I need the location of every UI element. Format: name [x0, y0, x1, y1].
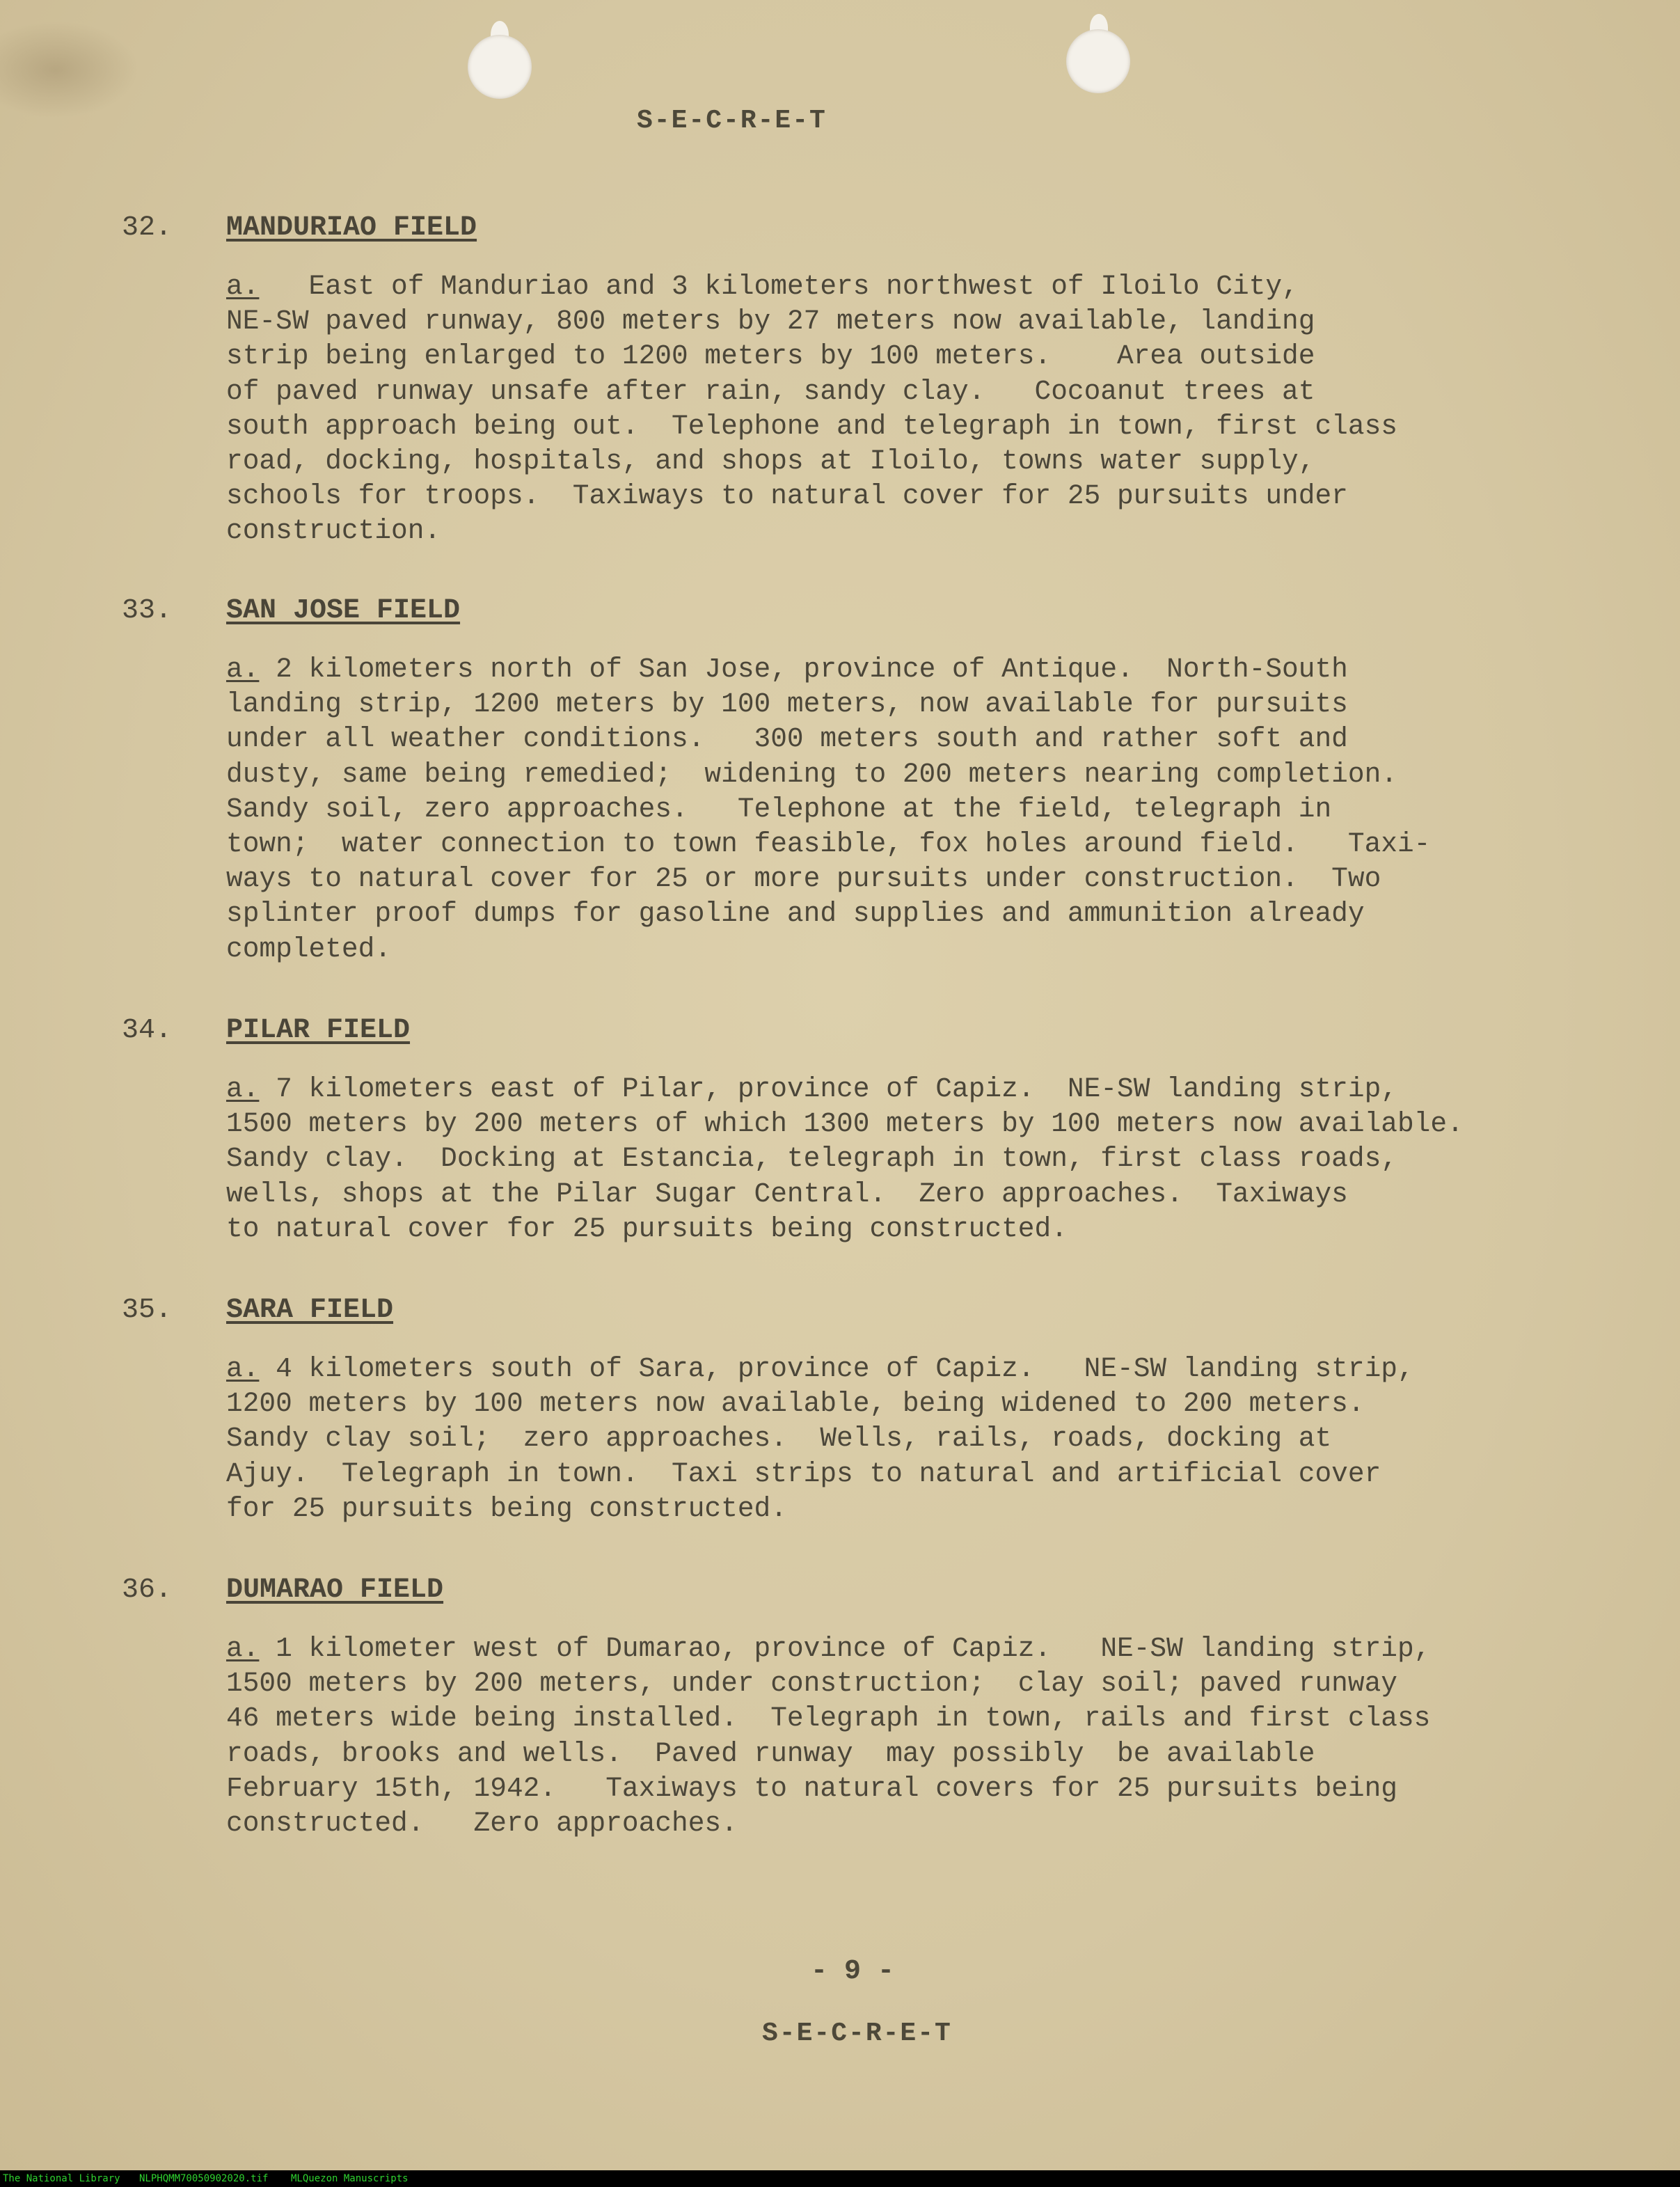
footer-file-name: NLPHQMM70050902020.tif [139, 2173, 269, 2184]
section-body [226, 269, 1590, 549]
body-line: a. East of Manduriao and 3 kilometers northwest of Iloilo City, [226, 271, 1299, 302]
section-number: 34. [122, 1015, 173, 1046]
paragraph-label: a. [226, 654, 260, 685]
body-line: road, docking, hospitals, and shops at Iloilo, towns water supply, [226, 445, 1315, 477]
section-title: DUMARAO FIELD [226, 1574, 444, 1606]
footer-library: The National Library [3, 2173, 120, 2184]
body-line: for 25 pursuits being constructed. [226, 1492, 787, 1524]
section-number: 33. [122, 595, 173, 626]
body-line: construction. [226, 515, 441, 547]
paragraph-label: a. [226, 1353, 260, 1384]
paragraph-label: a. [226, 1633, 260, 1664]
body-line: south approach being out. Telephone and telegraph in town, first class [226, 410, 1397, 442]
body-line: NE-SW paved runway, 800 meters by 27 meters now available, landing [226, 306, 1315, 338]
body-line: 1500 meters by 200 meters of which 1300 meters by 100 meters now available. [226, 1108, 1464, 1140]
page-number: - 9 - [811, 1956, 895, 1987]
body-line: under all weather conditions. 300 meters south and rather soft and [226, 723, 1348, 755]
archive-footer-bar [0, 2170, 1680, 2187]
section-title: PILAR FIELD [226, 1015, 411, 1046]
body-line: wells, shops at the Pilar Sugar Central. Zero approaches. Taxiways [226, 1178, 1348, 1210]
classification-header: S-E-C-R-E-T [637, 106, 827, 136]
section-title: SAN JOSE FIELD [226, 595, 461, 626]
body-line: ways to natural cover for 25 or more pursuits under construction. Two [226, 863, 1381, 895]
paragraph-label: a. [226, 271, 260, 302]
body-line: splinter proof dumps for gasoline and supplies and ammunition already [226, 898, 1365, 930]
body-line: a. 7 kilometers east of Pilar, province of Capiz. NE-SW landing strip, [226, 1073, 1397, 1105]
paper-stain [0, 21, 139, 118]
footer-collection: MLQuezon Manuscripts [291, 2173, 409, 2184]
body-line: 1500 meters by 200 meters, under construction; clay soil; paved runway [226, 1668, 1397, 1700]
section-number: 36. [122, 1574, 173, 1606]
body-line: dusty, same being remedied; widening to 200 meters nearing completion. [226, 758, 1397, 790]
section-title: SARA FIELD [226, 1295, 394, 1326]
body-line: 1200 meters by 100 meters now available, being widened to 200 meters. [226, 1388, 1365, 1420]
body-line: landing strip, 1200 meters by 100 meters, now available for pursuits [226, 688, 1348, 720]
section-number: 35. [122, 1295, 173, 1326]
body-line: strip being enlarged to 1200 meters by 100 meters. Area outside [226, 340, 1315, 372]
body-line: a. 1 kilometer west of Dumarao, province of Capiz. NE-SW landing strip, [226, 1633, 1431, 1664]
body-line: February 15th, 1942. Taxiways to natural covers for 25 pursuits being [226, 1772, 1397, 1804]
punch-hole-right [1066, 29, 1130, 93]
section-body [226, 1352, 1590, 1526]
body-line: 46 meters wide being installed. Telegraph in town, rails and first class [226, 1703, 1431, 1735]
body-line: Sandy clay soil; zero approaches. Wells, rails, roads, docking at [226, 1423, 1332, 1455]
body-line: a. 4 kilometers south of Sara, province of Capiz. NE-SW landing strip, [226, 1353, 1414, 1384]
body-line: completed. [226, 933, 392, 965]
body-line: schools for troops. Taxiways to natural cover for 25 pursuits under [226, 480, 1348, 512]
body-line: of paved runway unsafe after rain, sandy clay. Cocoanut trees at [226, 375, 1315, 407]
body-line: town; water connection to town feasible, fox holes around field. Taxi- [226, 828, 1431, 860]
section-title: MANDURIAO FIELD [226, 212, 477, 244]
body-line: a. 2 kilometers north of San Jose, province of Antique. North-South [226, 654, 1348, 685]
body-line: Ajuy. Telegraph in town. Taxi strips to natural and artificial cover [226, 1458, 1381, 1490]
body-line: to natural cover for 25 pursuits being constructed. [226, 1213, 1068, 1245]
paragraph-label: a. [226, 1073, 260, 1105]
body-line: Sandy soil, zero approaches. Telephone at the field, telegraph in [226, 793, 1332, 825]
punch-hole-left [468, 35, 532, 99]
body-line: roads, brooks and wells. Paved runway may possibly be available [226, 1737, 1315, 1769]
section-body [226, 652, 1590, 967]
section-number: 32. [122, 212, 173, 244]
section-body [226, 1632, 1590, 1841]
classification-footer: S-E-C-R-E-T [762, 2019, 952, 2048]
section-body [226, 1072, 1590, 1247]
body-line: constructed. Zero approaches. [226, 1808, 738, 1840]
body-line: Sandy clay. Docking at Estancia, telegraph in town, first class roads, [226, 1143, 1397, 1175]
